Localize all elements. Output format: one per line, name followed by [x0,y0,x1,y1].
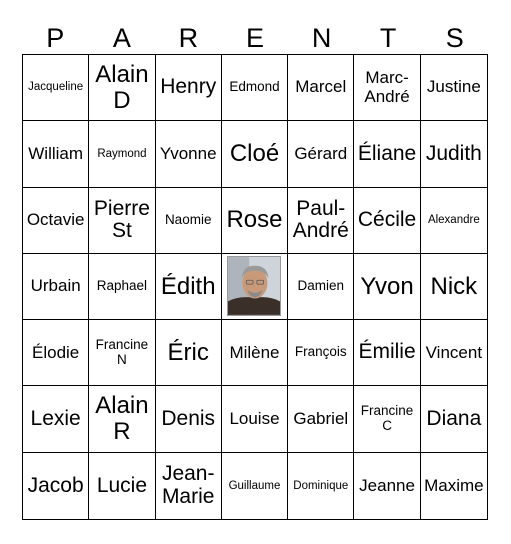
bingo-cell[interactable]: Raymond [89,121,155,187]
bingo-cell[interactable]: Gabriel [288,386,354,452]
bingo-cell[interactable]: Alain D [89,55,155,121]
bingo-cell[interactable]: Paul-André [288,188,354,254]
bingo-cell[interactable]: Lucie [89,453,155,519]
bingo-cell[interactable]: Jean-Marie [156,453,222,519]
bingo-cell[interactable]: Raphael [89,254,155,320]
bingo-cell[interactable]: Éric [156,320,222,386]
header-letter-r: R [178,22,199,53]
header-letter-e: E [245,22,264,53]
bingo-cell[interactable]: Cloé [222,121,288,187]
bingo-cell[interactable]: Jacqueline [23,55,89,121]
bingo-cell[interactable]: Justine [421,55,487,121]
bingo-cell[interactable]: François [288,320,354,386]
bingo-cell[interactable]: Alain R [89,386,155,452]
bingo-cell[interactable]: Naomie [156,188,222,254]
bingo-cell[interactable]: Édith [156,254,222,320]
header-letter-n: N [311,22,332,53]
bingo-cell[interactable]: Judith [421,121,487,187]
bingo-cell[interactable]: Jacob [23,453,89,519]
bingo-cell[interactable]: Edmond [222,55,288,121]
bingo-cell[interactable]: Émilie [354,320,420,386]
bingo-cell[interactable]: Marc-André [354,55,420,121]
header-letter-s: S [445,22,464,53]
bingo-cell[interactable]: Nick [421,254,487,320]
bingo-cell[interactable]: Cécile [354,188,420,254]
bingo-cell[interactable]: Jeanne [354,453,420,519]
bingo-cell[interactable]: Gérard [288,121,354,187]
bingo-cell[interactable]: Diana [421,386,487,452]
portrait-photo-icon [227,256,281,316]
bingo-cell[interactable]: Louise [222,386,288,452]
bingo-cell[interactable]: Alexandre [421,188,487,254]
bingo-cell[interactable]: Maxime [424,475,484,495]
bingo-cell[interactable]: Marcel [288,55,354,121]
bingo-cell[interactable]: Henry [156,55,222,121]
bingo-cell[interactable]: Vincent [421,320,487,386]
header-letter-t: T [379,22,397,53]
bingo-cell[interactable]: Francine C [354,386,420,452]
bingo-cell[interactable]: Guillaume [222,453,288,519]
header-letter-a: A [112,22,131,53]
bingo-card-grid [22,54,488,520]
bingo-cell[interactable]: Yvonne [156,121,222,187]
free-space-cell[interactable] [222,254,288,320]
portrait-photo-graphic [228,257,280,315]
bingo-header [22,22,488,54]
bingo-cell[interactable]: Élodie [23,320,89,386]
bingo-cell[interactable]: Dominique [288,453,354,519]
header-letter-p: P [46,22,65,53]
bingo-cell[interactable]: Milène [222,320,288,386]
bingo-cell[interactable]: Lexie [23,386,89,452]
bingo-cell[interactable]: Francine N [89,320,155,386]
bingo-cell[interactable]: Denis [156,386,222,452]
bingo-cell[interactable]: Yvon [354,254,420,320]
bingo-cell[interactable]: Rose [222,188,288,254]
bingo-cell[interactable]: William [23,121,89,187]
bingo-cell[interactable]: Damien [288,254,354,320]
bingo-cell[interactable]: Éliane [354,121,420,187]
bingo-cell[interactable]: Pierre St [89,188,155,254]
bingo-cell[interactable]: Urbain [23,254,89,320]
bingo-cell[interactable]: Octavie [23,188,89,254]
